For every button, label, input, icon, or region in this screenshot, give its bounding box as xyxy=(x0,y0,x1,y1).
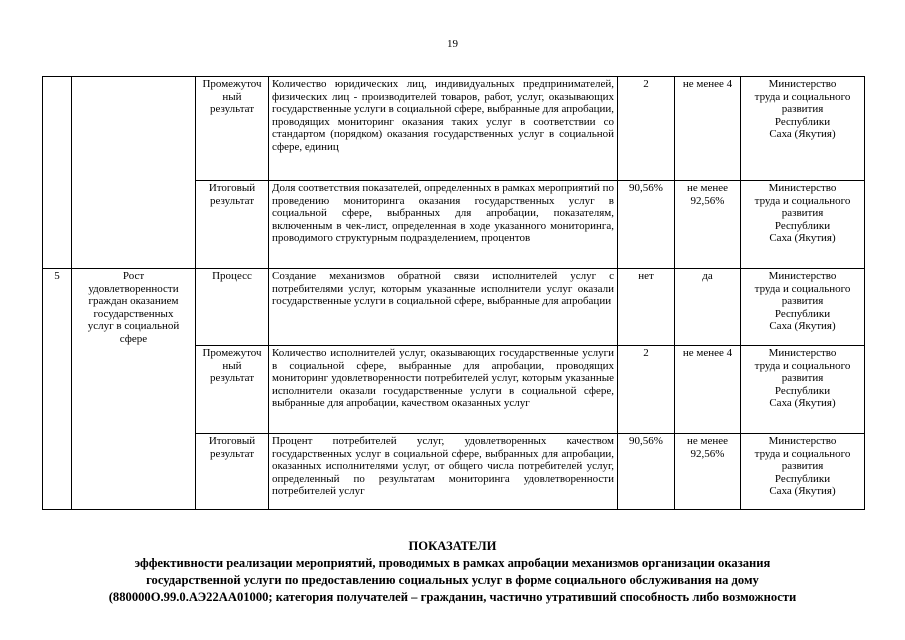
responsible-cell: Министерство труда и социального развития Республики Саха (Якутия) xyxy=(741,434,865,510)
target-value-cell: да xyxy=(675,269,741,346)
base-value-cell: 2 xyxy=(618,346,675,434)
table-row xyxy=(43,77,865,181)
target-value-cell: не менее 92,56% xyxy=(675,181,741,269)
result-type-cell: Итоговый результат xyxy=(196,434,269,510)
goal-cell xyxy=(72,77,196,269)
base-value-cell: 90,56% xyxy=(618,181,675,269)
base-value-cell: нет xyxy=(618,269,675,346)
page-number: 19 xyxy=(447,38,458,50)
table-row xyxy=(43,269,865,346)
target-value-cell: не менее 92,56% xyxy=(675,434,741,510)
indicator-description-cell: Создание механизмов обратной связи исполнителей услуг с потребителями услуг, которым указанные исполнители услуг оказали государственные услуги в социальной сфере, выбранные для апробации xyxy=(269,269,618,346)
indicators-table xyxy=(42,76,865,510)
row-number-cell xyxy=(43,77,72,269)
indicator-description-cell: Количество исполнителей услуг, оказывающих государственные услуги в социальной сфере, выбранные для апробации, проводящих мониторинг удовлетворенности потребителей услуг, которым указанные исполнители оказали государственные услуги в социальной сфере, выбранные для апробации, качеством оказанных услуг xyxy=(269,346,618,434)
responsible-cell: Министерство труда и социального развития Республики Саха (Якутия) xyxy=(741,269,865,346)
target-value-cell: не менее 4 xyxy=(675,346,741,434)
section-title: ПОКАЗАТЕЛИ xyxy=(408,539,497,553)
base-value-cell: 90,56% xyxy=(618,434,675,510)
base-value-cell: 2 xyxy=(618,77,675,181)
responsible-cell: Министерство труда и социального развития Республики Саха (Якутия) xyxy=(741,77,865,181)
responsible-cell: Министерство труда и социального развития Республики Саха (Якутия) xyxy=(741,346,865,434)
row-number-cell: 5 xyxy=(43,269,72,510)
target-value-cell: не менее 4 xyxy=(675,77,741,181)
goal-cell: Рост удовлетворенности граждан оказанием государственных услуг в социальной сфере xyxy=(72,269,196,510)
result-type-cell: Промежуточ ный результат xyxy=(196,346,269,434)
indicator-description-cell: Процент потребителей услуг, удовлетворенных качеством государственных услуг в социальной сфере, выбранных для апробации, оказанных исполнителями услуг, от общего числа потребителей услуг, определенный по результатам мониторинга удовлетворенности потребителей услуг xyxy=(269,434,618,510)
responsible-cell: Министерство труда и социального развития Республики Саха (Якутия) xyxy=(741,181,865,269)
result-type-cell: Процесс xyxy=(196,269,269,346)
section-subtitle-line: (880000О.99.0.АЭ22АА01000; категория получателей – гражданин, частично утративший способность либо возможности xyxy=(108,590,797,604)
section-subtitle-line: эффективности реализации мероприятий, проводимых в рамках апробации механизмов организации оказания xyxy=(134,556,771,570)
indicator-description-cell: Доля соответствия показателей, определенных в рамках мероприятий по проведению мониторинга оказания государственных услуг в социальной сфере, выбранных для апробации, показателям, включенным в чек-лист, определенная в ходе указанного мониторинга, проводимого структурным подразделением, процентов xyxy=(269,181,618,269)
section-subtitle-line: государственной услуги по предоставлению социальных услуг в форме социального обслуживания на дому xyxy=(146,573,759,587)
result-type-cell: Итоговый результат xyxy=(196,181,269,269)
result-type-cell: Промежуточ ный результат xyxy=(196,77,269,181)
indicator-description-cell: Количество юридических лиц, индивидуальных предпринимателей, физических лиц - производителей товаров, работ, услуг, оказывающих государственные услуги в социальной сфере, выбранные для апробации, проводящих мониторинг оказания таких услуг в соответствии со стандартом (порядком) оказания государственных услуг в социальной сфере, единиц xyxy=(269,77,618,181)
